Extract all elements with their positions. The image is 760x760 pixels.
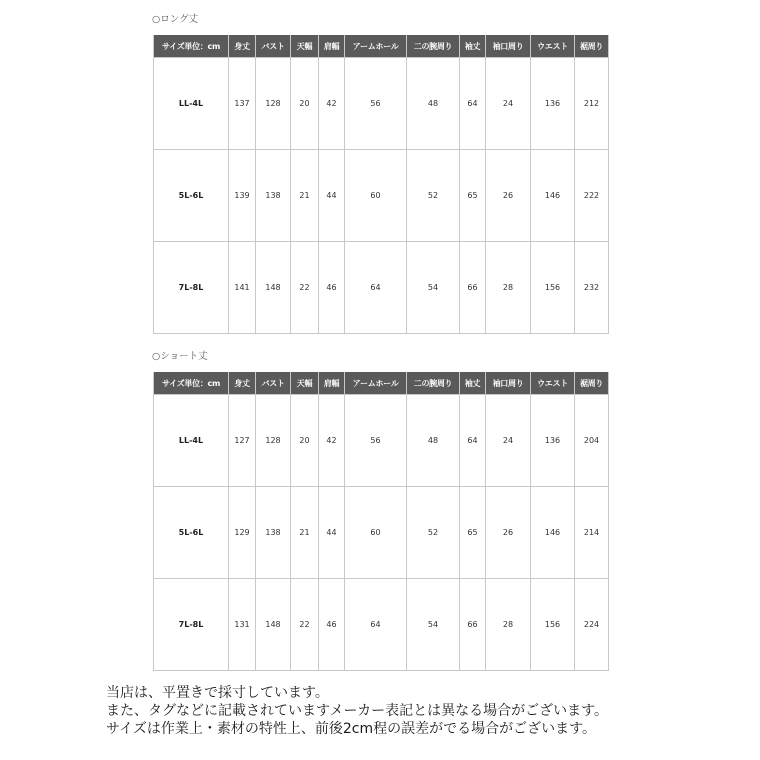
column-header-bust: バスト [256,35,291,58]
body-length-cell: 127 [229,395,256,487]
column-header-waist: ウエスト [531,372,575,395]
table-row [154,579,609,671]
measurement-notes [106,684,608,738]
column-header-upper-arm: 二の腕周り [407,35,460,58]
table-row [154,58,609,150]
column-header-sleeve-length: 袖丈 [460,372,486,395]
sleeve-length-cell: 65 [460,150,486,242]
armhole-cell: 60 [345,150,407,242]
cuff-cell: 26 [486,487,531,579]
hem-cell: 222 [575,150,609,242]
bust-cell: 128 [256,395,291,487]
waist-cell: 156 [531,242,575,334]
cuff-cell: 24 [486,58,531,150]
long-size-table [153,35,609,334]
neck-width-cell: 20 [291,395,319,487]
body-length-cell: 131 [229,579,256,671]
upper-arm-cell: 48 [407,58,460,150]
column-header-size-unit: サイズ単位：cm [154,372,229,395]
shoulder-width-cell: 42 [319,395,345,487]
long-section-title: ○ロング丈 [152,14,199,25]
neck-width-cell: 22 [291,579,319,671]
neck-width-cell: 21 [291,487,319,579]
cuff-cell: 28 [486,242,531,334]
armhole-cell: 56 [345,58,407,150]
armhole-cell: 64 [345,579,407,671]
size-label: 5L-6L [154,487,229,579]
column-header-body-length: 身丈 [229,35,256,58]
hem-cell: 224 [575,579,609,671]
table-row [154,395,609,487]
bust-cell: 128 [256,58,291,150]
note-line: 当店は、平置きで採寸しています。 [106,685,329,701]
cuff-cell: 28 [486,579,531,671]
body-length-cell: 137 [229,58,256,150]
hem-cell: 212 [575,58,609,150]
shoulder-width-cell: 46 [319,242,345,334]
column-header-hem: 裾周り [575,35,609,58]
bust-cell: 148 [256,242,291,334]
waist-cell: 136 [531,395,575,487]
column-header-shoulder-width: 肩幅 [319,35,345,58]
column-header-upper-arm: 二の腕周り [407,372,460,395]
short-section-title: ○ショート丈 [152,351,208,362]
column-header-waist: ウエスト [531,35,575,58]
hem-cell: 232 [575,242,609,334]
note-line: サイズは作業上・素材の特性上、前後2cm程の誤差がでる場合がございます。 [106,721,597,737]
column-header-neck-width: 天幅 [291,35,319,58]
sleeve-length-cell: 66 [460,242,486,334]
column-header-sleeve-length: 袖丈 [460,35,486,58]
note-line: また、タグなどに記載されていますメーカー表記とは異なる場合がございます。 [106,703,609,719]
column-header-armhole: アームホール [345,35,407,58]
neck-width-cell: 22 [291,242,319,334]
table-row [154,487,609,579]
column-header-cuff: 袖口周り [486,372,531,395]
neck-width-cell: 21 [291,150,319,242]
bust-cell: 148 [256,579,291,671]
size-label: LL-4L [154,395,229,487]
size-label: 7L-8L [154,579,229,671]
column-header-neck-width: 天幅 [291,372,319,395]
column-header-body-length: 身丈 [229,372,256,395]
armhole-cell: 60 [345,487,407,579]
table-row [154,242,609,334]
armhole-cell: 56 [345,395,407,487]
sleeve-length-cell: 65 [460,487,486,579]
waist-cell: 136 [531,58,575,150]
waist-cell: 146 [531,487,575,579]
sleeve-length-cell: 64 [460,395,486,487]
hem-cell: 214 [575,487,609,579]
shoulder-width-cell: 44 [319,150,345,242]
neck-width-cell: 20 [291,58,319,150]
sleeve-length-cell: 64 [460,58,486,150]
body-length-cell: 141 [229,242,256,334]
column-header-bust: バスト [256,372,291,395]
table-row [154,150,609,242]
upper-arm-cell: 54 [407,242,460,334]
short-size-table [153,372,609,671]
shoulder-width-cell: 42 [319,58,345,150]
sleeve-length-cell: 66 [460,579,486,671]
size-label: 5L-6L [154,150,229,242]
bust-cell: 138 [256,487,291,579]
body-length-cell: 139 [229,150,256,242]
shoulder-width-cell: 44 [319,487,345,579]
table-header-row [154,372,609,395]
cuff-cell: 24 [486,395,531,487]
size-label: LL-4L [154,58,229,150]
shoulder-width-cell: 46 [319,579,345,671]
cuff-cell: 26 [486,150,531,242]
column-header-size-unit: サイズ単位：cm [154,35,229,58]
waist-cell: 156 [531,579,575,671]
waist-cell: 146 [531,150,575,242]
table-header-row [154,35,609,58]
column-header-armhole: アームホール [345,372,407,395]
upper-arm-cell: 48 [407,395,460,487]
upper-arm-cell: 52 [407,150,460,242]
column-header-hem: 裾周り [575,372,609,395]
bust-cell: 138 [256,150,291,242]
upper-arm-cell: 54 [407,579,460,671]
column-header-cuff: 袖口周り [486,35,531,58]
column-header-shoulder-width: 肩幅 [319,372,345,395]
size-label: 7L-8L [154,242,229,334]
hem-cell: 204 [575,395,609,487]
armhole-cell: 64 [345,242,407,334]
upper-arm-cell: 52 [407,487,460,579]
body-length-cell: 129 [229,487,256,579]
